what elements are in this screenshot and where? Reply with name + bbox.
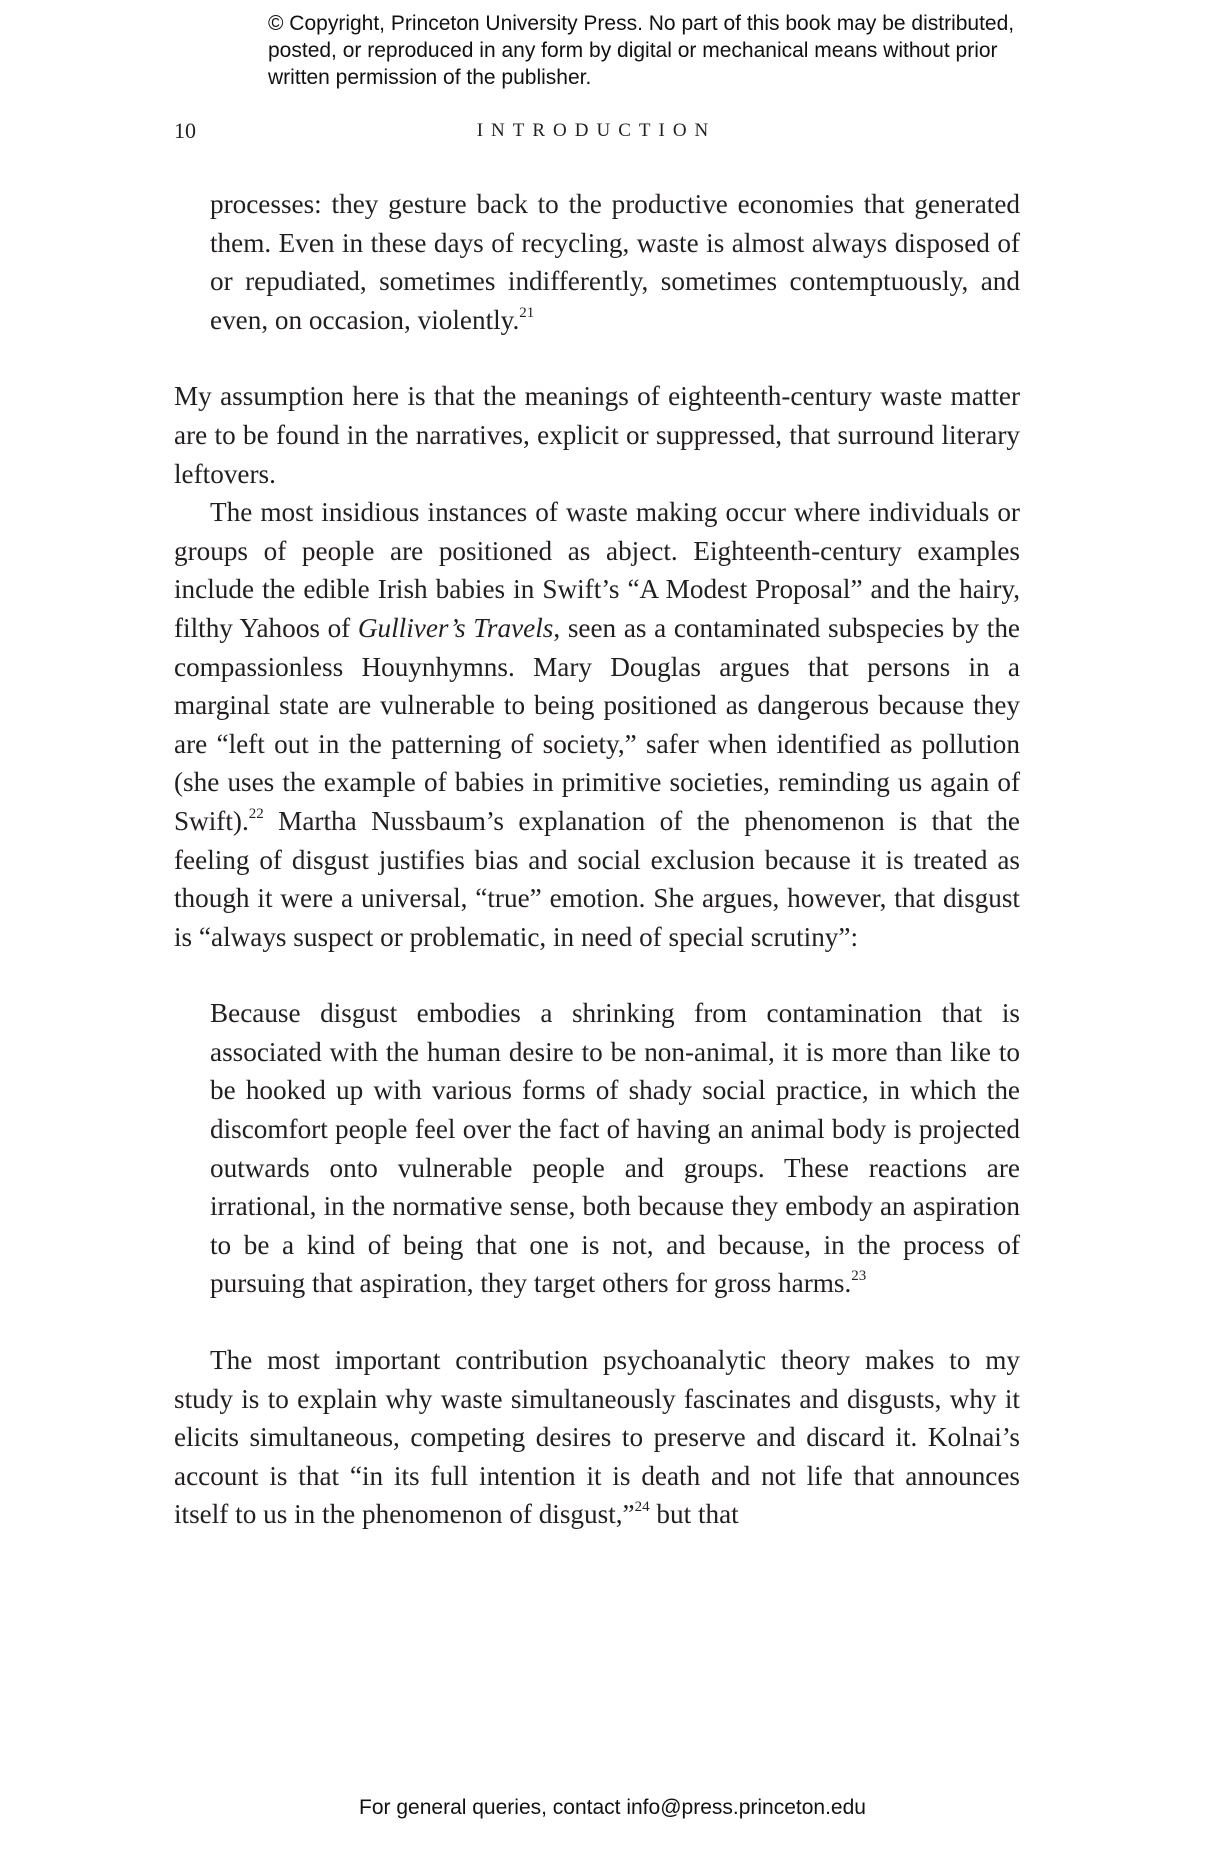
paragraph-text: My assumption here is that the meanings of eighteenth-century waste matter are to be found in the narratives, explicit or suppressed, that surround literary leftovers. [174,381,1020,489]
paragraph-text: but that [649,1499,739,1530]
book-title: Gulliver’s Travels [357,612,554,643]
footnote-ref: 21 [519,304,535,321]
section-title: INTRODUCTION [476,120,717,141]
paragraph-text: processes: they gesture back to the productive economies that generated them. Even in these days of recycling, waste is almost always disposed of or repudiated, sometimes indifferently, sometimes contemptuously, and even, on occasion, violently. [210,189,1020,335]
page-number: 10 [174,118,196,143]
copyright-notice: © Copyright, Princeton University Press. No part of this book may be distributed, posted, or reproduced in any form by digital or mechanical means without prior written permission of the publisher. [268,12,1015,89]
body-paragraph [174,1341,1020,1534]
body-paragraph [174,493,1020,956]
footnote-ref: 24 [634,1499,650,1516]
block-quote [210,994,1020,1303]
footnote-ref: 22 [248,805,264,822]
footnote-ref: 23 [851,1268,867,1285]
body-paragraph [174,377,1020,493]
running-head [174,118,1019,148]
paragraph-text: The most important contribution psychoanalytic theory makes to my study is to explain why waste simultaneously fascinates and disgusts, why it elicits simultaneous, competing desires to preserve and discard it. Kolnai’s account is that “in its full intention it is death and not life that announces itself to us in the phenomenon of disgust,” [174,1345,1020,1530]
paragraph-text: , seen as a contaminated subspecies by the compassionless Houynhymns. Mary Douglas argues that persons in a marginal state are vulnerable to being positioned as dangerous because they are “left out in the patterning of society,” safer when identified as pollution (she uses the example of babies in primitive societies, reminding us again of Swift). [174,612,1020,836]
paragraph-text: The most insidious instances of waste making occur where individuals or groups of people are positioned as abject. Eighteenth-century examples include the edible Irish babies in Swift’s “A Modest Proposal” and the hairy, filthy Yahoos of [174,497,1020,643]
paragraph-text: Because disgust embodies a shrinking from contamination that is associated with the human desire to be non-animal, it is more than like to be hooked up with various forms of shady social practice, in which the discomfort people feel over the fact of having an animal body is projected outwards onto vulnerable people and groups. These reactions are irrational, in the normative sense, both because they embody an aspiration to be a kind of being that one is not, and because, in the process of pursuing that aspiration, they target others for gross harms. [210,998,1020,1299]
block-quote-continued [210,185,1020,339]
footer-contact: For general queries, contact info@press.princeton.edu [359,1796,866,1819]
paragraph-text: Martha Nussbaum’s explanation of the phenomenon is that the feeling of disgust justifies bias and social exclusion because it is treated as though it were a universal, “true” emotion. She argues, however, that disgust is “always suspect or problematic, in need of special scrutiny”: [174,805,1020,952]
page-body [174,185,1020,1534]
